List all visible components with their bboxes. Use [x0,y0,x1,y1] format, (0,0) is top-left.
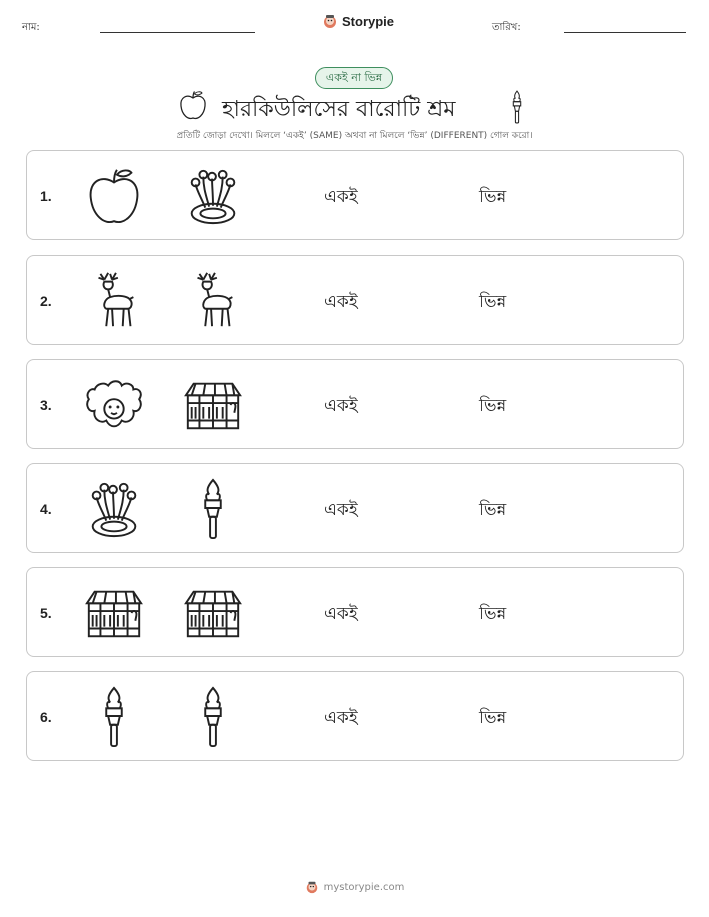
option-same[interactable]: একই [324,708,358,728]
option-different[interactable]: ভিন্ন [479,292,507,312]
brand-logo [322,13,394,29]
apple-icon [83,165,145,227]
name-label: নাম: [22,22,40,33]
torch-icon [182,478,244,540]
option-same[interactable]: একই [324,396,358,416]
item-number: 4. [40,501,52,517]
storypie-mascot-icon [305,880,319,894]
option-different[interactable]: ভিন্ন [479,396,507,416]
stable-icon [182,582,244,644]
option-same[interactable]: একই [324,187,358,207]
instruction-text: প্রতিটি জোড়া দেখো। মিললে ‘একই’ (SAME) অথবা না মিললে ‘ভিন্ন’ (DIFFERENT) গোল করো। [176,131,533,141]
exercise-card [26,567,684,657]
option-different[interactable]: ভিন্ন [479,708,507,728]
page-title: হারকিউলিসের বারোটি শ্রম [222,97,456,122]
item-number: 3. [40,397,52,413]
option-different[interactable]: ভিন্ন [479,187,507,207]
hydra-icon [83,478,145,540]
option-different[interactable]: ভিন্ন [479,604,507,624]
date-label: তারিখ: [492,22,521,33]
title-row [0,88,709,126]
item-number: 2. [40,293,52,309]
item-number: 6. [40,709,52,725]
apple-icon [178,90,208,122]
brand-name: Storypie [342,13,395,29]
torch-icon [83,686,145,748]
option-same[interactable]: একই [324,292,358,312]
option-different[interactable]: ভিন্ন [479,500,507,520]
torch-icon [508,90,526,124]
name-line[interactable] [100,32,255,33]
date-line[interactable] [564,32,686,33]
worksheet-type-badge: একই না ভিন্ন [315,67,393,89]
exercise-card [26,150,684,240]
stable-icon [83,582,145,644]
storypie-mascot-icon [322,13,338,29]
lion-pelt-icon [83,374,145,436]
option-same[interactable]: একই [324,500,358,520]
exercise-card [26,671,684,761]
exercise-card [26,463,684,553]
option-same[interactable]: একই [324,604,358,624]
item-number: 5. [40,605,52,621]
footer [0,880,709,894]
footer-url[interactable]: mystorypie.com [323,881,405,893]
deer-icon [83,270,145,332]
exercise-card [26,255,684,345]
hydra-icon [182,165,244,227]
deer-icon [182,270,244,332]
torch-icon [182,686,244,748]
stable-icon [182,374,244,436]
exercise-card [26,359,684,449]
item-number: 1. [40,188,52,204]
